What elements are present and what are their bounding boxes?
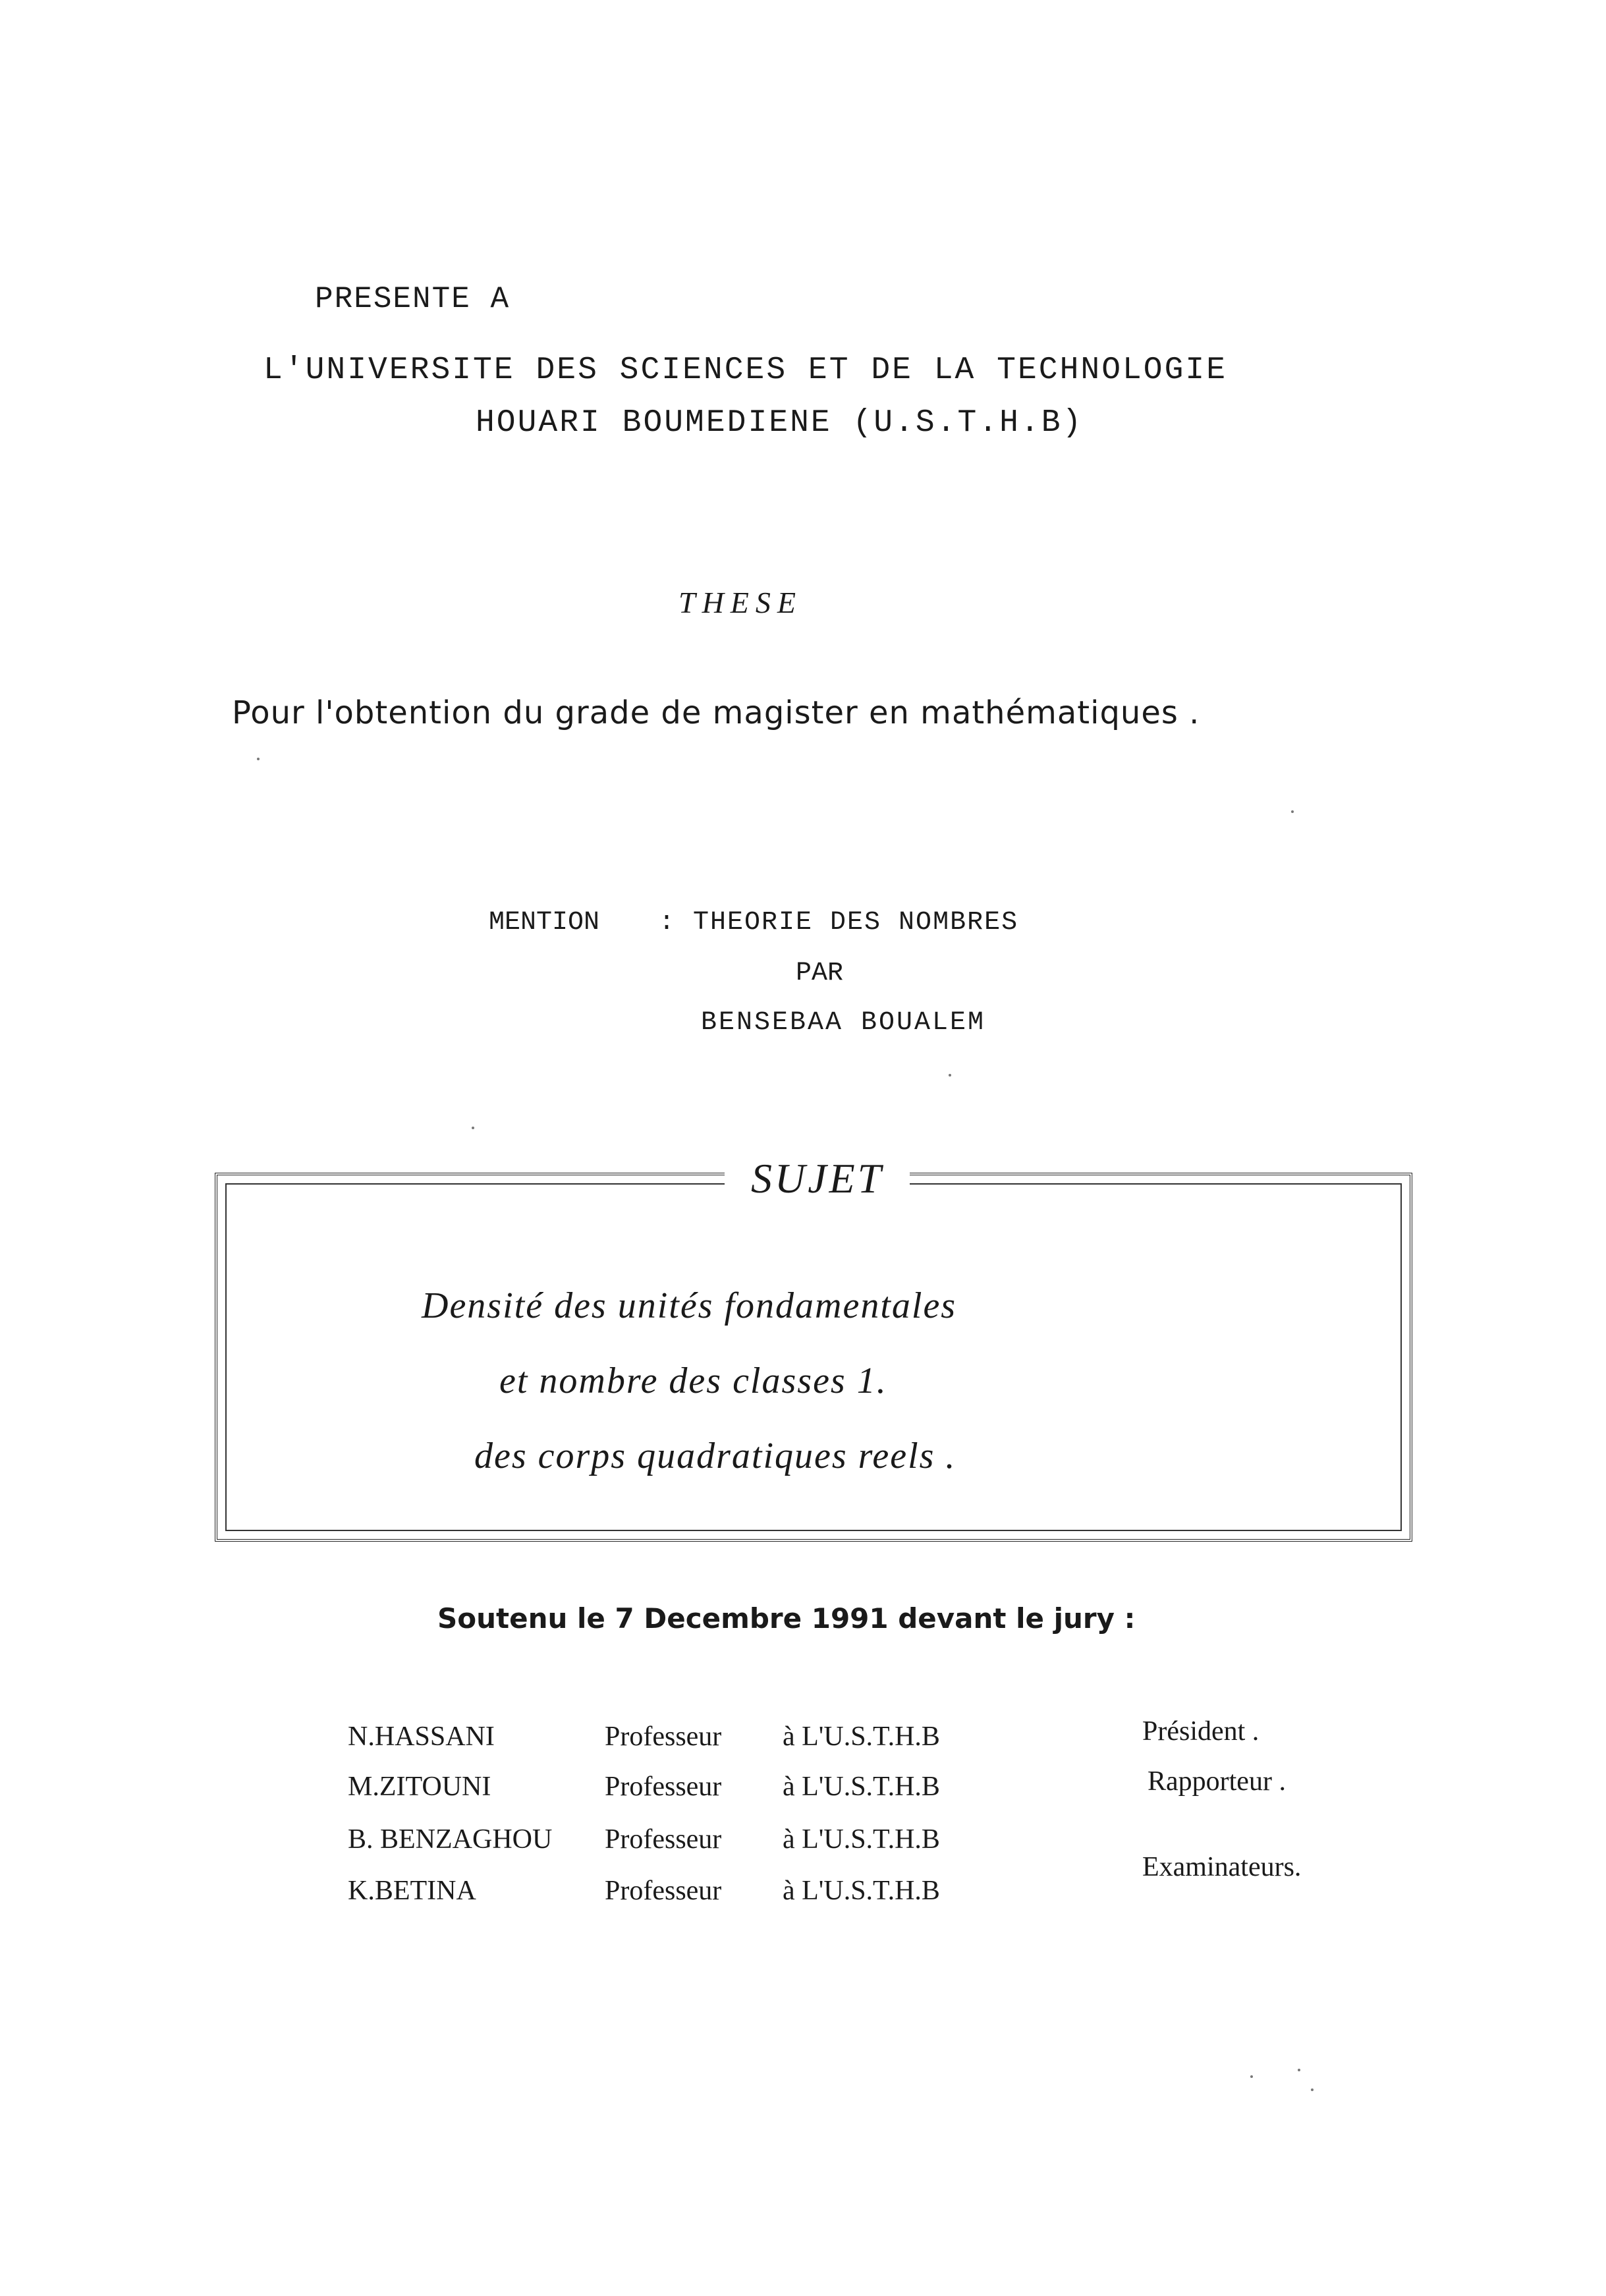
jury-title: Professeur [605,1824,722,1855]
scan-speck [1291,810,1294,813]
scan-speck [257,758,260,760]
jury-role-rapporteur: Rapporteur . [1148,1766,1286,1797]
university-name-line-1: L'UNIVERSITE DES SCIENCES ET DE LA TECHNOLOGIE [263,352,1228,388]
jury-institution: à L'U.S.T.H.B [783,1876,940,1906]
mention-label: MENTION [489,908,600,938]
jury-title: Professeur [605,1772,722,1802]
scan-speck [1298,2069,1300,2071]
scan-speck [949,1074,951,1077]
subject-frame [215,1173,1412,1542]
scan-speck [1311,2088,1314,2091]
scan-speck [1250,2075,1253,2078]
jury-institution: à L'U.S.T.H.B [783,1824,940,1855]
subject-line-1: Densité des unités fondamentales [422,1285,957,1326]
thesis-label: THESE [678,586,802,619]
jury-title: Professeur [605,1876,722,1906]
defense-statement: Soutenu le 7 Decembre 1991 devant le jury : [437,1602,1136,1635]
university-name-line-2: HOUARI BOUMEDIENE (U.S.T.H.B) [476,405,1084,441]
jury-name: K.BETINA [348,1876,476,1906]
jury-role-president: Président . [1142,1716,1260,1747]
jury-title: Professeur [605,1722,722,1752]
scan-speck [472,1127,474,1129]
jury-name: B. BENZAGHOU [348,1824,553,1855]
jury-name: N.HASSANI [348,1722,495,1752]
jury-institution: à L'U.S.T.H.B [783,1772,940,1802]
author-name: BENSEBAA BOUALEM [701,1008,986,1038]
thesis-purpose: Pour l'obtention du grade de magister en mathématiques . [232,694,1200,731]
jury-institution: à L'U.S.T.H.B [783,1722,940,1752]
subject-line-3: des corps quadratiques reels . [474,1436,956,1476]
subject-line-2: et nombre des classes 1. [499,1360,887,1401]
subject-heading: SUJET [725,1154,910,1203]
by-label: PAR [796,959,844,988]
jury-name: M.ZITOUNI [348,1772,491,1802]
presented-to: PRESENTE A [315,282,511,316]
mention-value: : THEORIE DES NOMBRES [659,908,1019,938]
jury-role-examiners: Examinateurs. [1142,1852,1302,1882]
